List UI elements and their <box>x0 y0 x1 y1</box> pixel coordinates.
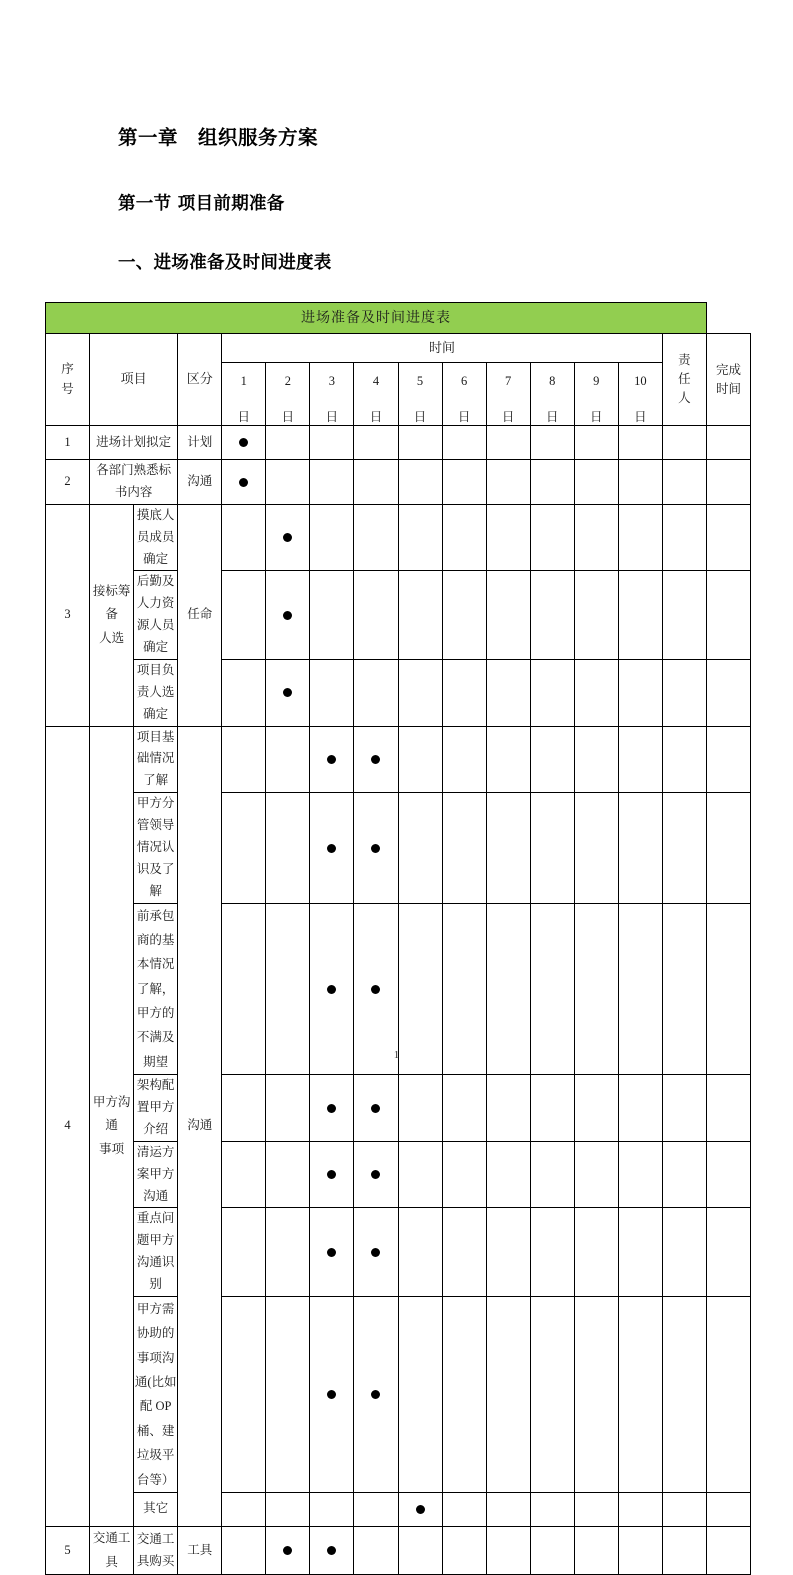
milestone-dot-icon <box>283 533 292 542</box>
cell-day-5 <box>398 659 442 726</box>
cell-day-2 <box>266 1141 310 1208</box>
cell-responsible <box>662 726 706 793</box>
cell-item: 前承包商的基本情况了解，甲方的不满及期望 <box>134 903 178 1075</box>
cell-seq: 5 <box>46 1526 90 1575</box>
cell-day-7 <box>486 460 530 505</box>
cell-item: 甲方需协助的事项沟通(比如配 OP 桶、建垃圾平台等） <box>134 1296 178 1492</box>
cell-day-5 <box>398 726 442 793</box>
cell-group-label <box>90 726 134 1526</box>
cell-day-4 <box>354 1208 398 1297</box>
cell-item: 其它 <box>134 1492 178 1526</box>
cell-seq: 1 <box>46 426 90 460</box>
cell-day-5 <box>398 1208 442 1297</box>
cell-day-10 <box>618 1141 662 1208</box>
cell-item: 各部门熟悉标书内容 <box>90 460 178 505</box>
section-heading: 第一节 项目前期准备 <box>118 194 285 214</box>
milestone-dot-icon <box>327 1170 336 1179</box>
cell-day-7 <box>486 659 530 726</box>
cell-day-1 <box>222 1075 266 1142</box>
cell-day-4 <box>354 571 398 660</box>
table-title-row <box>46 303 751 334</box>
cell-day-4 <box>354 426 398 460</box>
cell-day-3 <box>310 1526 354 1575</box>
header-day-unit: 日 <box>457 410 471 424</box>
cell-item: 后勤及人力资源人员确定 <box>134 571 178 660</box>
cell-done-time <box>706 659 750 726</box>
cell-day-1 <box>222 1141 266 1208</box>
header-responsible-char3: 人 <box>678 390 691 405</box>
milestone-dot-icon <box>327 1104 336 1113</box>
header-done-line1: 完成 <box>715 362 741 377</box>
milestone-dot-icon <box>239 478 248 487</box>
table-header-row-1 <box>46 334 751 363</box>
cell-day-5 <box>398 1526 442 1575</box>
milestone-dot-icon <box>371 1248 380 1257</box>
header-day-number: 10 <box>634 374 647 389</box>
header-qufen: 区分 <box>178 334 222 426</box>
cell-day-1 <box>222 1526 266 1575</box>
cell-day-9 <box>574 460 618 505</box>
milestone-dot-icon <box>327 1248 336 1257</box>
cell-day-1 <box>222 571 266 660</box>
cell-day-10 <box>618 793 662 903</box>
cell-day-7 <box>486 1141 530 1208</box>
header-day-number: 7 <box>505 374 512 389</box>
header-time: 时间 <box>222 334 663 363</box>
cell-responsible <box>662 1492 706 1526</box>
header-day-number: 2 <box>284 374 291 389</box>
cell-day-8 <box>530 1296 574 1492</box>
cell-item: 甲方分管领导情况认识及了解 <box>134 793 178 903</box>
cell-day-1 <box>222 726 266 793</box>
cell-done-time <box>706 460 750 505</box>
cell-day-8 <box>530 1526 574 1575</box>
page-number: 1 <box>393 1049 400 1061</box>
cell-day-10 <box>618 726 662 793</box>
cell-day-4 <box>354 1526 398 1575</box>
cell-done-time <box>706 1208 750 1297</box>
milestone-dot-icon <box>283 688 292 697</box>
cell-responsible <box>662 571 706 660</box>
cell-day-3 <box>310 1208 354 1297</box>
cell-day-6 <box>442 571 486 660</box>
cell-day-4 <box>354 460 398 505</box>
milestone-dot-icon <box>239 438 248 447</box>
header-day-5 <box>398 363 442 426</box>
cell-done-time <box>706 726 750 793</box>
cell-item: 进场计划拟定 <box>90 426 178 460</box>
cell-day-8 <box>530 1492 574 1526</box>
cell-day-4 <box>354 1492 398 1526</box>
cell-day-6 <box>442 460 486 505</box>
cell-day-5 <box>398 460 442 505</box>
cell-day-9 <box>574 1075 618 1142</box>
cell-day-6 <box>442 1526 486 1575</box>
cell-seq: 4 <box>46 726 90 1526</box>
cell-day-1 <box>222 1208 266 1297</box>
table-row <box>46 1526 751 1575</box>
cell-seq: 2 <box>46 460 90 505</box>
cell-qufen: 计划 <box>178 426 222 460</box>
cell-day-10 <box>618 659 662 726</box>
milestone-dot-icon <box>371 1104 380 1113</box>
cell-day-7 <box>486 1492 530 1526</box>
cell-day-6 <box>442 793 486 903</box>
chapter-heading: 第一章 组织服务方案 <box>118 126 319 149</box>
header-day-10 <box>618 363 662 426</box>
cell-done-time <box>706 1075 750 1142</box>
header-day-number: 5 <box>416 374 424 389</box>
cell-day-4 <box>354 793 398 903</box>
header-responsible <box>662 334 706 426</box>
table-row <box>46 726 751 793</box>
table-row <box>46 426 751 460</box>
milestone-dot-icon <box>327 985 336 994</box>
cell-day-2 <box>266 659 310 726</box>
cell-day-10 <box>618 1296 662 1492</box>
milestone-dot-icon <box>371 844 380 853</box>
cell-day-9 <box>574 1296 618 1492</box>
cell-day-5 <box>398 1141 442 1208</box>
cell-day-2 <box>266 504 310 571</box>
cell-day-2 <box>266 1208 310 1297</box>
table-row <box>46 1492 751 1526</box>
header-day-unit: 日 <box>325 410 339 424</box>
cell-day-9 <box>574 1526 618 1575</box>
cell-day-6 <box>442 1075 486 1142</box>
cell-day-6 <box>442 726 486 793</box>
table-row <box>46 504 751 571</box>
cell-day-8 <box>530 1208 574 1297</box>
cell-day-6 <box>442 1141 486 1208</box>
cell-day-6 <box>442 426 486 460</box>
group-label-line2: 事项 <box>99 1142 125 1157</box>
cell-day-2 <box>266 1492 310 1526</box>
cell-group-label <box>90 504 134 726</box>
cell-day-3 <box>310 726 354 793</box>
cell-day-10 <box>618 1526 662 1575</box>
cell-day-7 <box>486 1075 530 1142</box>
cell-day-6 <box>442 504 486 571</box>
cell-day-3 <box>310 1141 354 1208</box>
milestone-dot-icon <box>327 755 336 764</box>
header-day-number: 4 <box>372 374 380 389</box>
cell-day-1 <box>222 1492 266 1526</box>
cell-qufen: 沟通 <box>178 726 222 1526</box>
header-day-4 <box>354 363 398 426</box>
header-day-6 <box>442 363 486 426</box>
table-row <box>46 1141 751 1208</box>
group-label-line2: 人选 <box>99 631 125 645</box>
cell-responsible <box>662 504 706 571</box>
cell-done-time <box>706 1141 750 1208</box>
header-done-time <box>706 334 750 426</box>
cell-item: 摸底人员成员确定 <box>134 504 178 571</box>
cell-done-time <box>706 504 750 571</box>
header-seq-char2: 号 <box>61 381 74 396</box>
header-day-9 <box>574 363 618 426</box>
cell-responsible <box>662 1141 706 1208</box>
cell-day-7 <box>486 1208 530 1297</box>
header-day-3 <box>310 363 354 426</box>
cell-day-7 <box>486 426 530 460</box>
cell-done-time <box>706 1526 750 1575</box>
cell-day-3 <box>310 426 354 460</box>
cell-day-5 <box>398 571 442 660</box>
cell-day-1 <box>222 504 266 571</box>
milestone-dot-icon <box>283 611 292 620</box>
milestone-dot-icon <box>327 1546 336 1555</box>
cell-day-7 <box>486 726 530 793</box>
cell-day-9 <box>574 504 618 571</box>
table-row <box>46 1208 751 1297</box>
cell-day-7 <box>486 793 530 903</box>
cell-day-6 <box>442 659 486 726</box>
cell-day-3 <box>310 504 354 571</box>
cell-item: 清运方案甲方沟通 <box>134 1141 178 1208</box>
cell-day-8 <box>530 1075 574 1142</box>
cell-day-2 <box>266 571 310 660</box>
header-day-number: 9 <box>593 374 600 389</box>
cell-day-3 <box>310 1075 354 1142</box>
table-row <box>46 460 751 505</box>
cell-item: 项目负责人选确定 <box>134 659 178 726</box>
schedule-table-container <box>45 302 751 1575</box>
header-day-number: 3 <box>328 374 336 389</box>
cell-done-time <box>706 1296 750 1492</box>
cell-day-8 <box>530 793 574 903</box>
cell-responsible <box>662 1296 706 1492</box>
schedule-table <box>45 302 751 1575</box>
cell-day-10 <box>618 1208 662 1297</box>
cell-day-6 <box>442 1208 486 1297</box>
cell-responsible <box>662 793 706 903</box>
cell-day-8 <box>530 1141 574 1208</box>
cell-day-10 <box>618 571 662 660</box>
header-day-unit: 日 <box>413 410 427 424</box>
group-label-line1: 接标筹备 <box>92 583 131 622</box>
header-day-unit: 日 <box>590 410 603 424</box>
cell-group-label: 交通工具 <box>90 1526 134 1575</box>
cell-responsible <box>662 659 706 726</box>
header-seq-char1: 序 <box>61 362 74 377</box>
cell-day-3 <box>310 571 354 660</box>
header-day-number: 6 <box>460 374 468 389</box>
cell-day-2 <box>266 726 310 793</box>
cell-qufen: 沟通 <box>178 460 222 505</box>
cell-day-8 <box>530 571 574 660</box>
cell-day-8 <box>530 659 574 726</box>
milestone-dot-icon <box>371 985 380 994</box>
header-responsible-char1: 责 <box>678 353 691 368</box>
table-row <box>46 1075 751 1142</box>
header-day-unit: 日 <box>501 410 515 424</box>
cell-item: 交通工具购买 <box>134 1526 178 1575</box>
milestone-dot-icon <box>371 1170 380 1179</box>
cell-day-10 <box>618 1075 662 1142</box>
cell-day-6 <box>442 1492 486 1526</box>
cell-day-5 <box>398 1075 442 1142</box>
cell-qufen: 工具 <box>178 1526 222 1575</box>
cell-responsible <box>662 1075 706 1142</box>
cell-day-7 <box>486 571 530 660</box>
cell-responsible <box>662 1526 706 1575</box>
cell-day-3 <box>310 1296 354 1492</box>
cell-day-2 <box>266 1075 310 1142</box>
cell-day-8 <box>530 460 574 505</box>
table-row <box>46 659 751 726</box>
header-responsible-char2: 任 <box>678 372 691 387</box>
cell-qufen: 任命 <box>178 504 222 726</box>
cell-day-5 <box>398 426 442 460</box>
cell-day-8 <box>530 726 574 793</box>
cell-day-10 <box>618 426 662 460</box>
table-title: 进场准备及时间进度表 <box>46 303 707 334</box>
cell-day-5 <box>398 504 442 571</box>
subsection-heading: 一、进场准备及时间进度表 <box>118 253 332 273</box>
table-row <box>46 1296 751 1492</box>
cell-day-3 <box>310 460 354 505</box>
cell-day-1 <box>222 426 266 460</box>
cell-day-1 <box>222 659 266 726</box>
cell-day-8 <box>530 426 574 460</box>
cell-day-3 <box>310 793 354 903</box>
header-day-unit: 日 <box>281 410 295 424</box>
milestone-dot-icon <box>371 755 380 764</box>
cell-day-1 <box>222 460 266 505</box>
cell-day-4 <box>354 726 398 793</box>
cell-day-4 <box>354 1141 398 1208</box>
header-seq <box>46 334 90 426</box>
cell-day-4 <box>354 659 398 726</box>
cell-day-10 <box>618 1492 662 1526</box>
cell-day-4 <box>354 1296 398 1492</box>
cell-item: 架构配置甲方介绍 <box>134 1075 178 1142</box>
cell-day-9 <box>574 1208 618 1297</box>
milestone-dot-icon <box>416 1505 425 1514</box>
cell-day-9 <box>574 571 618 660</box>
header-day-number: 1 <box>240 374 247 389</box>
header-day-8 <box>530 363 574 426</box>
cell-day-4 <box>354 1075 398 1142</box>
cell-day-6 <box>442 1296 486 1492</box>
group-label-line1: 甲方沟通 <box>92 1094 131 1133</box>
cell-day-9 <box>574 659 618 726</box>
header-day-number: 8 <box>549 374 556 389</box>
cell-day-3 <box>310 659 354 726</box>
cell-day-9 <box>574 1492 618 1526</box>
milestone-dot-icon <box>327 1390 336 1399</box>
cell-day-9 <box>574 726 618 793</box>
cell-day-5 <box>398 1296 442 1492</box>
cell-day-2 <box>266 1296 310 1492</box>
cell-day-9 <box>574 426 618 460</box>
cell-seq: 3 <box>46 504 90 726</box>
cell-day-4 <box>354 504 398 571</box>
cell-day-5 <box>398 793 442 903</box>
header-day-1 <box>222 363 266 426</box>
cell-day-2 <box>266 426 310 460</box>
cell-day-5 <box>398 1492 442 1526</box>
cell-done-time <box>706 793 750 903</box>
header-day-unit: 日 <box>545 410 559 424</box>
cell-responsible <box>662 460 706 505</box>
header-day-unit: 日 <box>369 410 383 424</box>
cell-day-9 <box>574 793 618 903</box>
header-day-unit: 日 <box>634 410 647 424</box>
cell-done-time <box>706 571 750 660</box>
cell-day-10 <box>618 460 662 505</box>
cell-day-7 <box>486 1526 530 1575</box>
header-day-2 <box>266 363 310 426</box>
cell-day-7 <box>486 504 530 571</box>
cell-day-7 <box>486 1296 530 1492</box>
cell-done-time <box>706 426 750 460</box>
cell-day-9 <box>574 1141 618 1208</box>
header-done-line2: 时间 <box>715 381 741 396</box>
cell-day-2 <box>266 793 310 903</box>
table-row <box>46 571 751 660</box>
milestone-dot-icon <box>371 1390 380 1399</box>
cell-done-time <box>706 1492 750 1526</box>
cell-day-2 <box>266 1526 310 1575</box>
milestone-dot-icon <box>327 844 336 853</box>
cell-day-8 <box>530 504 574 571</box>
cell-day-1 <box>222 793 266 903</box>
milestone-dot-icon <box>283 1546 292 1555</box>
cell-day-3 <box>310 1492 354 1526</box>
header-item: 项目 <box>90 334 178 426</box>
header-day-unit: 日 <box>237 410 251 424</box>
cell-responsible <box>662 1208 706 1297</box>
table-row <box>46 793 751 903</box>
cell-responsible <box>662 426 706 460</box>
cell-item: 项目基础情况了解 <box>134 726 178 793</box>
cell-day-10 <box>618 504 662 571</box>
cell-item: 重点问题甲方沟通识别 <box>134 1208 178 1297</box>
header-day-7 <box>486 363 530 426</box>
cell-day-1 <box>222 1296 266 1492</box>
cell-day-2 <box>266 460 310 505</box>
